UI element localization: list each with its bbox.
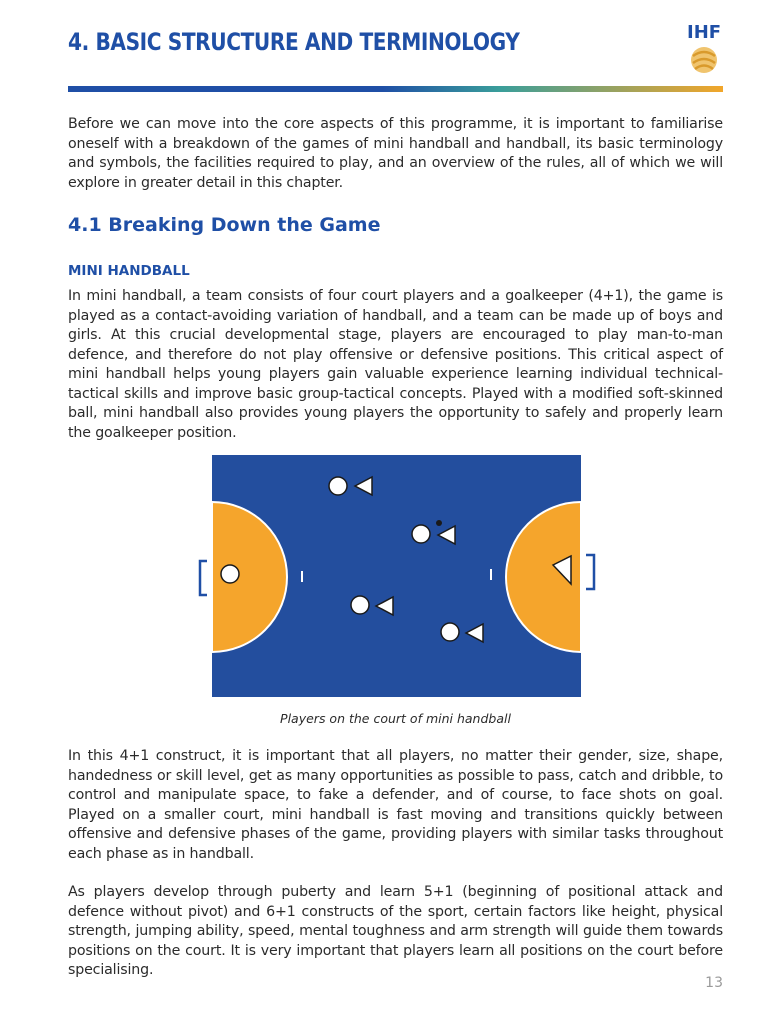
page-number: 13 (705, 975, 723, 991)
construct-paragraph: In this 4+1 construct, it is important that all players, no matter their gender, size, shape, handedness or skill level, get as many opportunities as possible to pass, catch and dribble, to control and manipulate space, to fake a defender, and of course, to face shots on goal. Played on a smaller court, mini handball is fast moving and transitions quickly between offensive and defensive phases of the game, providing players with similar tasks throughout each phase as in handball. (68, 748, 723, 862)
ihf-logo (684, 18, 724, 78)
header-divider (68, 86, 723, 92)
svg-text:IHF: IHF (687, 22, 722, 43)
ihf-logo-text (687, 22, 721, 43)
chapter-title: 4. BASIC STRUCTURE AND TERMINOLOGY (68, 28, 520, 56)
ball-icon (436, 520, 442, 526)
section-heading: 4.1 Breaking Down the Game (68, 214, 381, 236)
subsection-heading: MINI HANDBALL (68, 263, 190, 279)
player-circle-icon (412, 525, 430, 543)
development-paragraph: As players develop through puberty and learn 5+1 (beginning of positional attack and defence without pivot) and 6+1 constructs of the sport, certain factors like height, physical strength, jumping ability, speed, mental toughness and arm strength will guide them towards positions on the court. It is very important that players learn all positions on the court before specialising. (68, 884, 723, 978)
intro-paragraph: Before we can move into the core aspects of this programme, it is important to familiarise oneself with a breakdown of the games of mini handball and handball, its basic terminology and symbols, the facilities required to play, and an overview of the rules, all of which we will explore in greater detail in this chapter. (68, 116, 723, 191)
goalkeeper-icon (221, 565, 239, 583)
ihf-logo-ball (691, 47, 717, 73)
player-circle-icon (441, 623, 459, 641)
figure-caption: Players on the court of mini handball (280, 711, 511, 726)
player-circle-icon (329, 477, 347, 495)
mini-handball-court-diagram (194, 455, 604, 697)
player-circle-icon (351, 596, 369, 614)
left-goal-icon (200, 561, 207, 595)
mini-handball-paragraph: In mini handball, a team consists of four court players and a goalkeeper (4+1), the game is played as a contact-avoiding variation of handball, and a team can be made up of boys and girls. At this crucial developmental stage, players are encouraged to play man-to-man defence, and therefore do not play offensive or defensive positions. This critical aspect of mini handball helps young players gain valuable experience learning individual technical-tactical skills and improve basic group-tactical concepts. Played with a modified soft-skinned ball, mini handball also provides young players the opportunity to safely and properly learn the goalkeeper position. (68, 288, 723, 441)
right-goal-icon (586, 555, 594, 589)
